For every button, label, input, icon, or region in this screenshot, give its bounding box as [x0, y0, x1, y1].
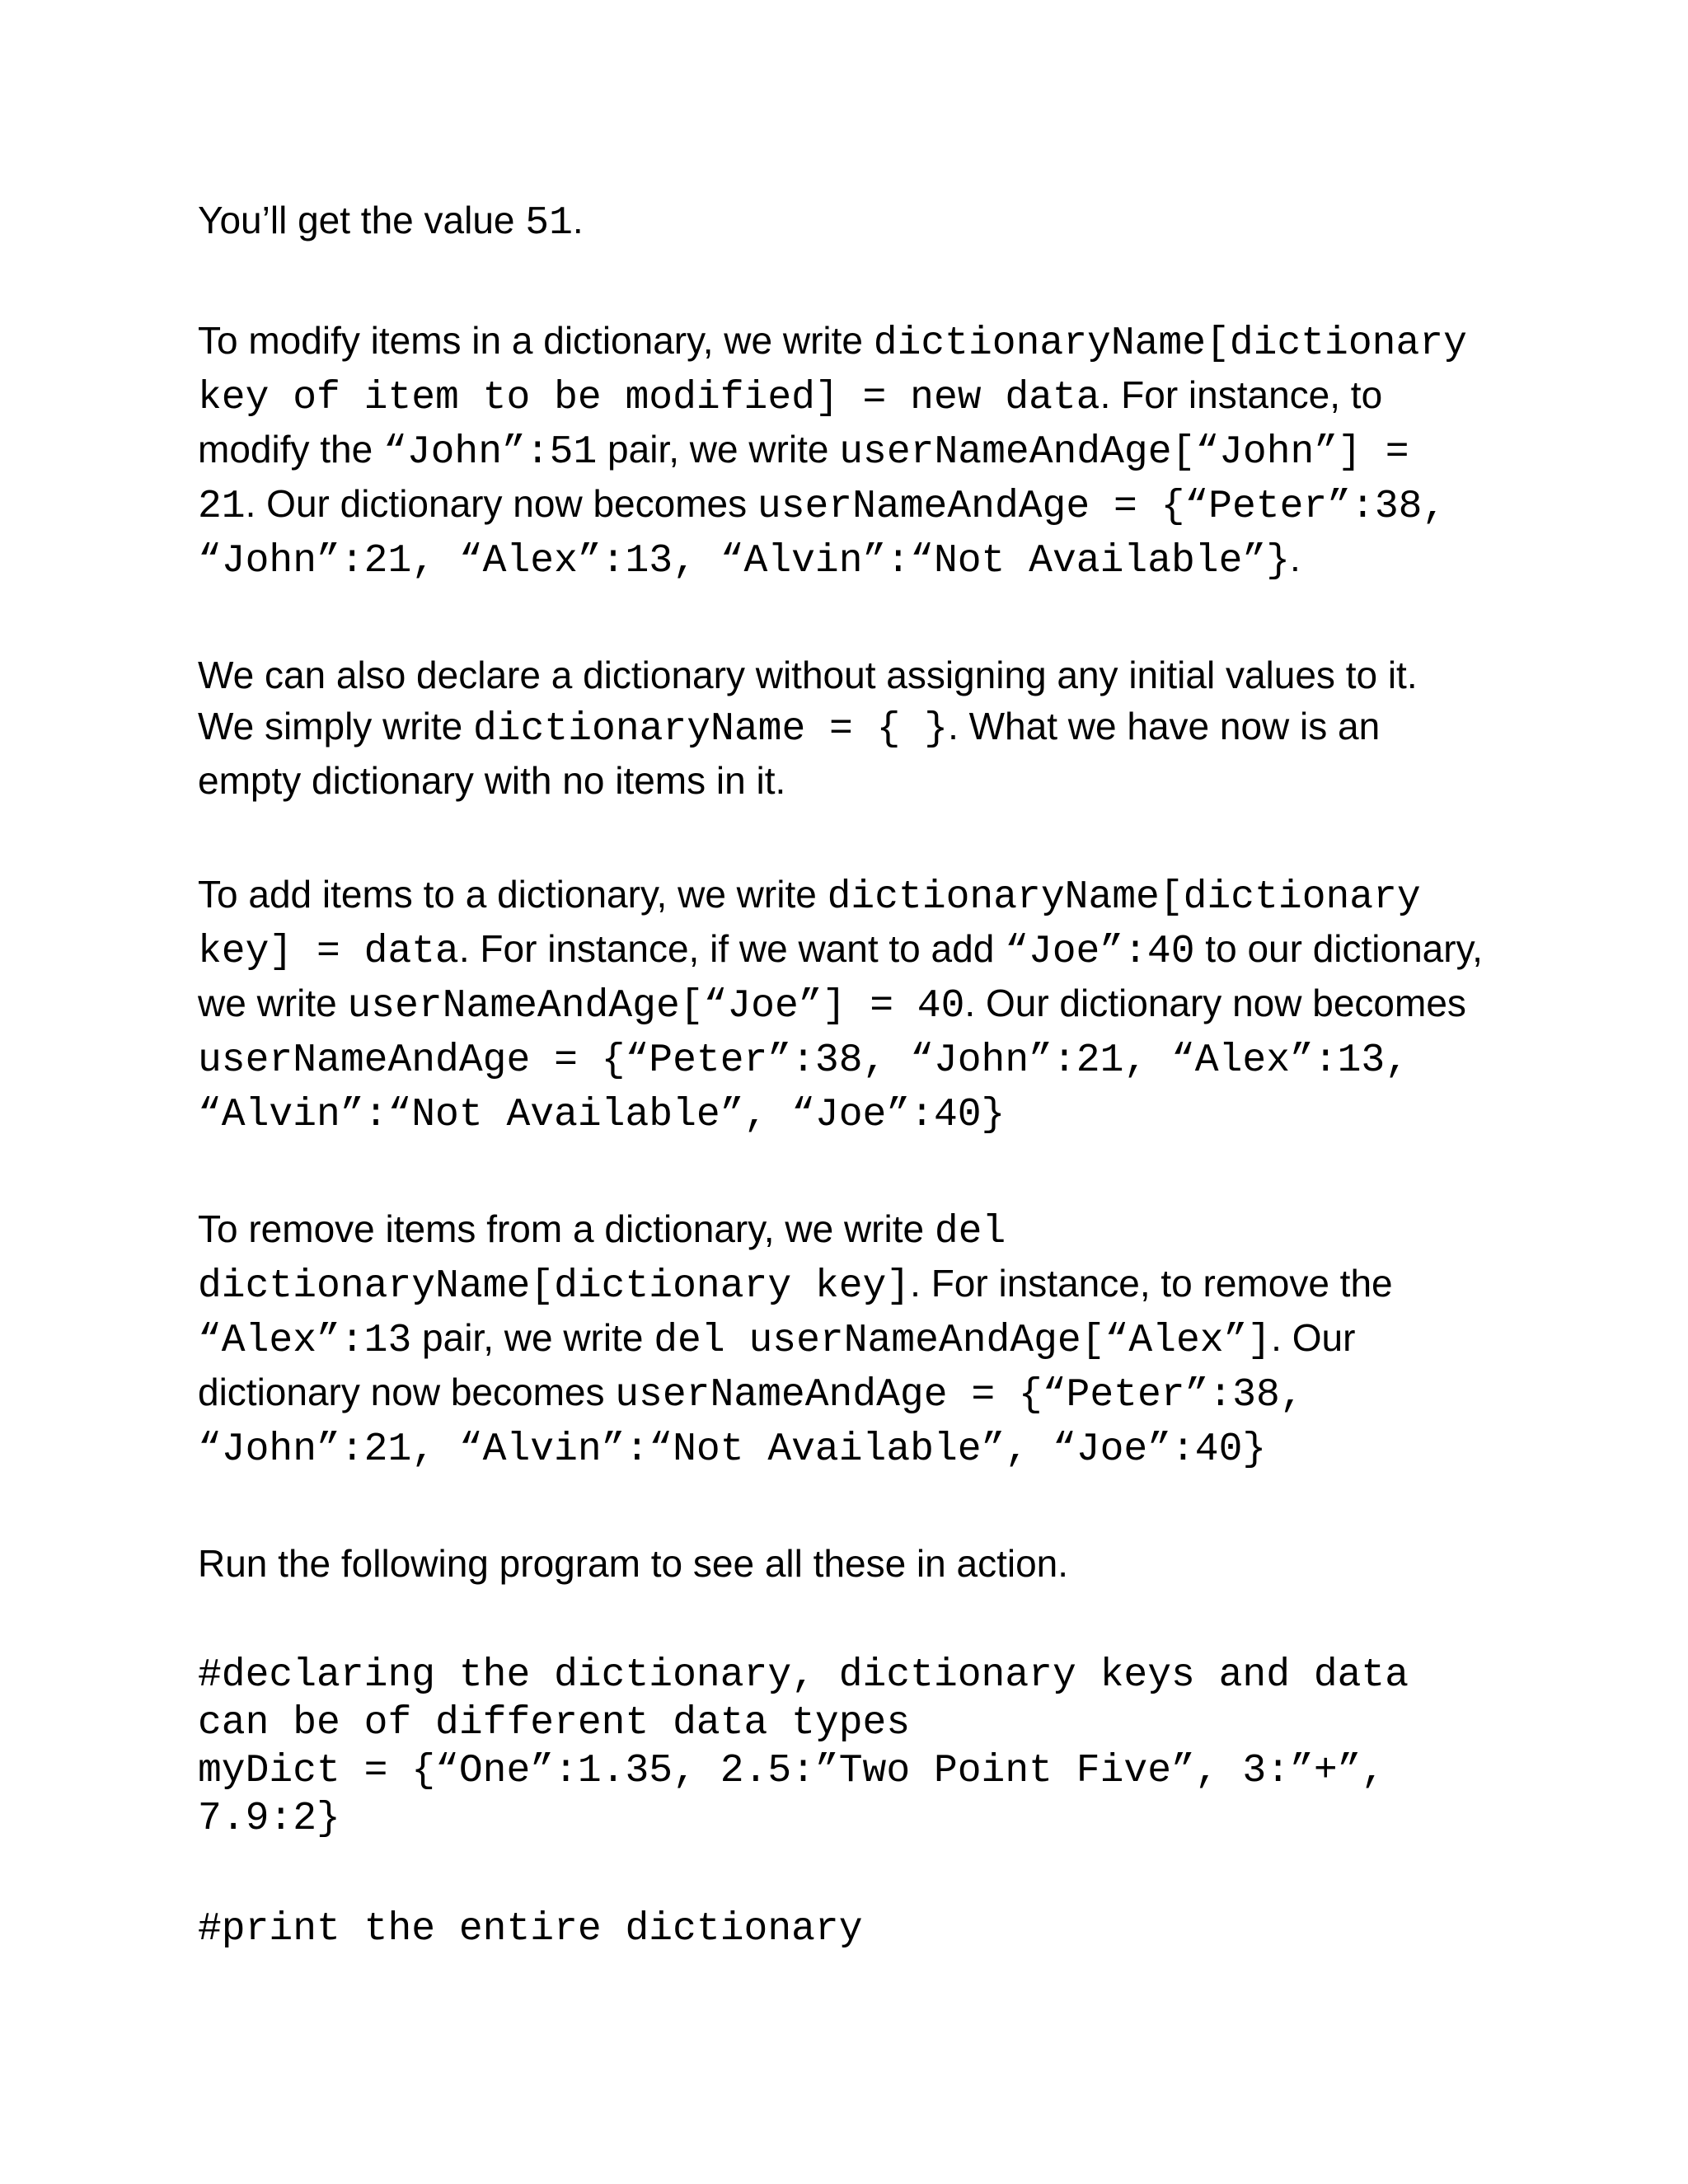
code-block-print — [198, 1905, 1484, 1953]
inline-code: dictionaryName[dictionary key] = data — [198, 875, 1421, 974]
text: Run the following program to see all these in action. — [198, 1542, 1069, 1585]
text: . For instance, if we want to add — [458, 927, 1006, 970]
inline-code: del userNameAndAge[“Alex”] — [654, 1319, 1272, 1363]
text: To modify items in a dictionary, we write — [198, 319, 874, 362]
text: . Our dictionary now becomes — [198, 1316, 1356, 1413]
inline-code: 51 — [525, 201, 573, 246]
text: . For instance, to modify the — [198, 373, 1383, 471]
paragraph-empty-dictionary — [198, 649, 1484, 806]
inline-code: userNameAndAge = {“Peter”:38, “John”:21, “Alvin”:“Not Available”, “Joe”:40} — [198, 1373, 1304, 1472]
paragraph-add-items — [198, 869, 1484, 1141]
text: pair, we write — [411, 1316, 654, 1359]
inline-code: “Joe”:40 — [1005, 930, 1195, 974]
text: To remove items from a dictionary, we write — [198, 1207, 935, 1250]
inline-code: userNameAndAge = {“Peter”:38, “John”:21, “Alex”:13, “Alvin”:“Not Available”} — [198, 485, 1447, 583]
document-page — [198, 194, 1484, 2016]
text: To add items to a dictionary, we write — [198, 873, 828, 916]
inline-code: dictionaryName = { } — [472, 707, 949, 752]
code-comment: #declaring the dictionary, dictionary keys and data can be of different data types — [198, 1653, 1409, 1746]
inline-code: “John”:51 — [383, 430, 598, 475]
text: You’ll get the value — [198, 199, 526, 241]
inline-code: “Alex”:13 — [198, 1319, 412, 1363]
paragraph-run-program — [198, 1538, 1484, 1589]
paragraph-value-result — [198, 194, 1484, 249]
paragraph-modify-items — [198, 315, 1484, 587]
paragraph-remove-items — [198, 1203, 1484, 1475]
text: to our dictionary, we write — [198, 927, 1483, 1024]
text: . — [572, 199, 584, 241]
text: . For instance, to remove the — [910, 1262, 1393, 1305]
inline-code: del dictionaryName[dictionary key] — [198, 1210, 1006, 1309]
text: . What we have now is an empty dictionary with no items in it. — [198, 705, 1381, 802]
text: . Our dictionary now becomes — [964, 982, 1466, 1024]
text: . — [1290, 537, 1301, 579]
code-block-declare — [198, 1652, 1484, 1843]
text: pair, we write — [597, 428, 840, 471]
text: . Our dictionary now becomes — [245, 482, 757, 525]
code-comment: #print the entire dictionary — [198, 1907, 863, 1952]
code-statement: myDict = {“One”:1.35, 2.5:”Two Point Five”, 3:”+”, 7.9:2} — [198, 1749, 1386, 1841]
inline-code: userNameAndAge[“John”] = 21 — [198, 430, 1409, 529]
inline-code: dictionaryName[dictionary key of item to be modified] = new data — [198, 321, 1467, 420]
inline-code: userNameAndAge[“Joe”] = 40 — [347, 984, 965, 1029]
text: We can also declare a dictionary without assigning any initial values to it. We simply write — [198, 654, 1418, 748]
inline-code: userNameAndAge = {“Peter”:38, “John”:21, “Alex”:13, “Alvin”:“Not Available”, “Joe”:40} — [198, 1038, 1409, 1137]
